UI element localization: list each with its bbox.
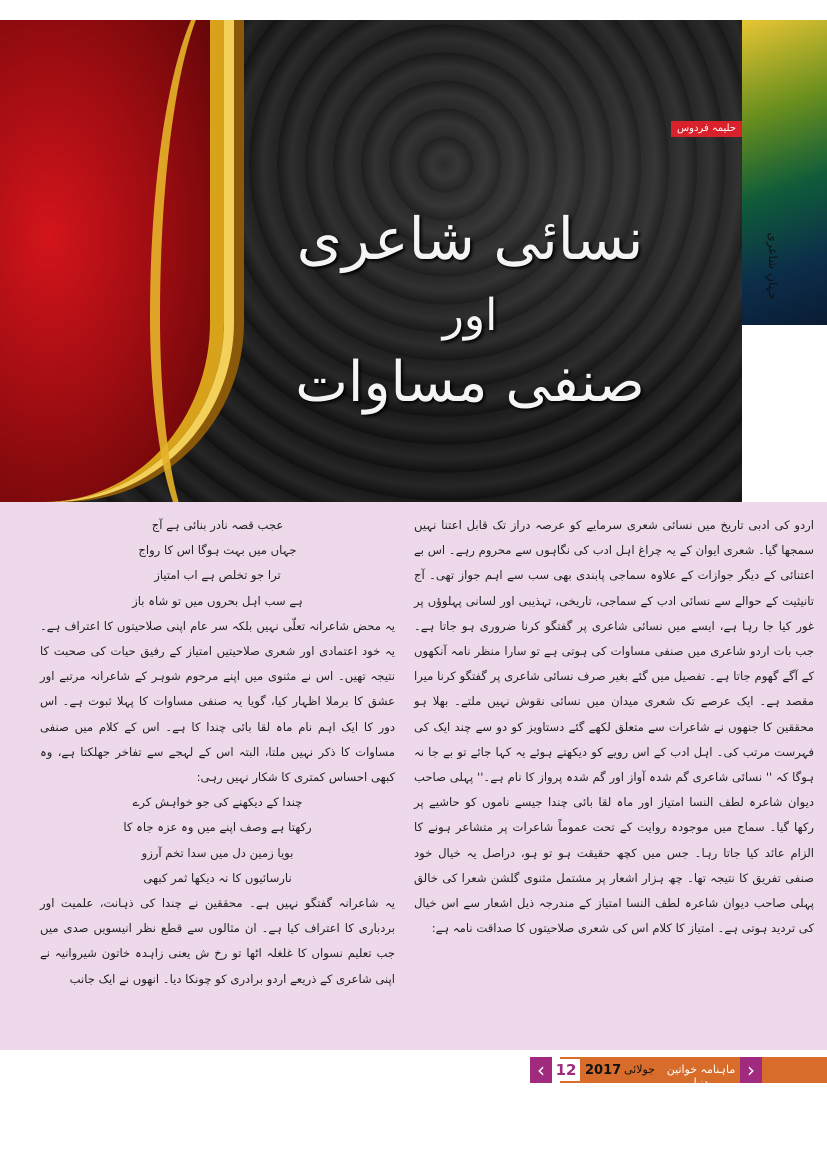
chevron-right-icon: › (740, 1057, 762, 1083)
gold-swirl-decoration (150, 20, 280, 502)
title-line-3: صنفی مساوات (295, 350, 645, 415)
issue-month: جولائی (624, 1063, 655, 1076)
verse-line: عجب قصہ نادر بنائی ہے آج (151, 518, 284, 532)
verse-line: نارسائیوں کا نہ دیکھا ثمر کبھی (143, 870, 292, 885)
right-column (414, 513, 814, 941)
verse-line: ترا جو تخلص ہے اب امتیاز (154, 568, 281, 583)
section-label: جہانِ شاعری (766, 232, 780, 300)
paragraph: یہ شاعرانہ گفتگو نہیں ہے۔ محققین نے چندا کی ذہانت، علمیت اور بردباری کا اعتراف کیا ہے۔ ان مثالوں سے قطع نظر انیسویں صدی میں جب تعلیم نسواں کا غلغلہ اٹھا تو رخ ش یعنی زاہدہ خاتون شیروانیہ نے اپنی شاعری کے ذریعے اردو برادری کو چونکا دیا۔ انھوں نے ایک جانب (40, 896, 395, 986)
verse-line: بویا زمین دل میں سدا تخم آرزو (141, 845, 294, 860)
verse-line: ہے سب اہل بحروں میں تو شاہ باز (132, 593, 303, 608)
verse-line: چندا کے دیکھنے کی جو خواہش کرے (132, 795, 303, 810)
title-line-1: نسائی شاعری (296, 205, 644, 273)
page-number: 12 (552, 1059, 580, 1081)
issue-year: 2017 (585, 1063, 622, 1078)
author-label: حلیمہ فردوس (671, 121, 742, 137)
paragraph: یہ محض شاعرانہ تعلّی نہیں بلکہ سر عام اپنی صلاحیتوں کا اعتراف ہے۔ یہ خود اعتمادی اور شعری صلاحیتیں امتیاز کے رفیق حیات کی صحبت کا نتیجہ تھیں۔ اس نے مثنوی میں اپنے مرحوم شوہر کے شاعرانہ مرتبے اور عشق کا برملا اظہار کیا، گویا یہ صنفی مساوات کا پہلا ثبوت ہے۔ اس دور کا ایک اہم نام ماہ لقا بائی چندا کا ہے۔ اس کے کلام میں صنفی مساوات کا ذکر نہیں ملتا، البتہ اس کے لہجے سے تفاخر جھلکتا ہے، وہ کبھی احساس کمتری کا شکار نہیں رہی: (40, 618, 395, 785)
side-decoration (742, 20, 827, 325)
paragraph: اردو کی ادبی تاریخ میں نسائی شعری سرمایے کو عرصہ دراز تک قابل اعتنا نہیں سمجھا گیا۔ شعری ایوان کے یہ چراغ اہل ادب کی نگاہوں سے محروم رہے۔ اس بے اعتنائی کے دیگر جوازات کے علاوہ سماجی پابندی بھی سب سے اہم جواز تھی۔ آج تانیثیت کے حوالے سے نسائی ادب کے سماجی، تاریخی، تہذیبی اور لسانی پہلوؤں پر غور کیا جا رہا ہے، ایسے میں نسائی شاعری پر گفتگو کرنا ضروری ہو جاتا ہے۔ جب بات اردو شاعری میں صنفی مساوات کی ہوتی ہے تو سارا منظر نامہ آنکھوں کے آگے گھوم جاتا ہے۔ تفصیل میں گئے بغیر صرف نسائی شاعری پر گفتگو کرنا میرا مقصد ہے۔ ایک عرصے تک شعری میدان میں نسائی نقوش نہیں ملتے۔ بھلا ہو محققین کا جنھوں نے شاعرات سے متعلق لکھے گئے دستاویز کو دو سے چند ایک کی فہرست مرتب کی۔ اہل ادب کے اس رویے کو دیکھتے ہوئے یہ کہا جائے تو بے جا نہ ہوگا کہ '' نسائی شاعری گم شدہ آواز اور گم شدہ پرواز کا نام ہے۔'' پہلی صاحب دیوان شاعرہ لطف النسا امتیاز اور ماہ لقا بائی چندا جیسے ناموں کو حاشیے پر رکھا گیا۔ سماج میں موجودہ روایت کے تحت عموماً شاعرات پر متشاعر ہونے کا الزام عائد کیا جاتا رہا۔ جس میں کچھ حقیقت ہو تو ہو، دراصل یہ خیال خود صنفی تفریق کا نتیجہ تھا۔ چھ ہزار اشعار پر مشتمل مثنوی گلشن شعرا کی خالق پہلی صاحب دیوان شاعرہ لطف النسا امتیاز کے مندرجہ ذیل اشعار سے اس خیال کی تردید ہوتی ہے۔ امتیاز کا کلام اس کی شعری صلاحیتوں کا صداقت نامہ ہے: (414, 518, 814, 936)
magazine-name: ماہنامہ خواتین دنیا (666, 1063, 736, 1089)
verse-line: جہاں میں بہت ہوگا اس کا رواج (138, 543, 297, 558)
verse-line: رکھتا ہے وصف اپنے میں وہ عزہ جاہ کا (123, 820, 312, 835)
title-line-2: اور (442, 290, 498, 341)
chevron-left-icon: ‹ (530, 1057, 552, 1083)
left-column (40, 513, 395, 992)
page-footer (530, 1053, 827, 1087)
